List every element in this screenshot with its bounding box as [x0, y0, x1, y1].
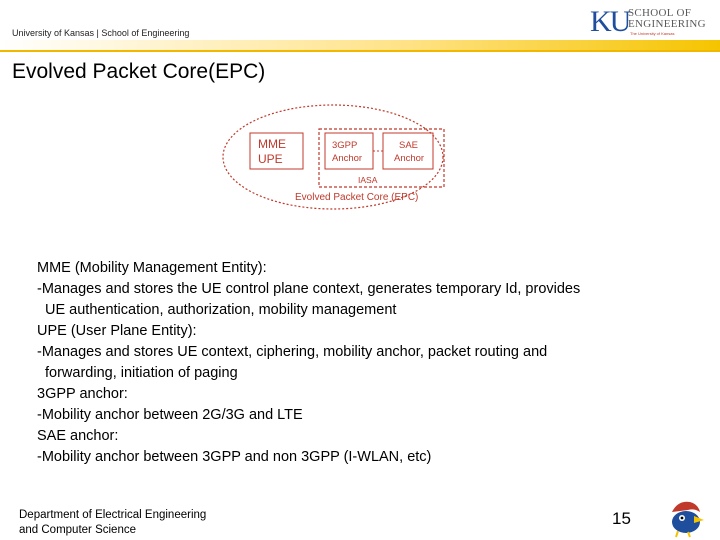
sae-anchor-line1: SAE: [399, 140, 419, 151]
footer-dept-line2: and Computer Science: [19, 524, 136, 536]
logo-text: [628, 8, 706, 30]
sae-anchor-line2: Anchor: [394, 153, 425, 164]
upe-heading: UPE (User Plane Entity):: [37, 323, 197, 339]
footer-dept-line1: Department of Electrical Engineering: [19, 509, 207, 521]
ku-engineering-logo: [590, 6, 710, 38]
header-gradient-bar: [0, 40, 720, 50]
logo-subtitle: The University of Kansas: [630, 31, 675, 36]
mme-label: MME: [258, 137, 286, 151]
slide-title: Evolved Packet Core(EPC): [12, 60, 266, 83]
ku-logo-mark: KU: [590, 5, 630, 38]
mme-description-cont: UE authentication, authorization, mobility management: [45, 302, 397, 318]
header-affiliation: University of Kansas | School of Engineering: [12, 28, 190, 38]
gpp-anchor-line1: 3GPP: [332, 140, 358, 151]
mme-heading: MME (Mobility Management Entity):: [37, 260, 267, 276]
mme-description: -Manages and stores the UE control plane context, generates temporary Id, provides: [37, 281, 581, 297]
epc-label: Evolved Packet Core (EPC): [295, 192, 419, 203]
gpp-anchor-heading: 3GPP anchor:: [37, 386, 128, 402]
footer-department: [19, 508, 206, 538]
page-number: 15: [612, 509, 631, 528]
header-divider: [0, 50, 720, 52]
slide-body: [37, 258, 677, 468]
gpp-anchor-description: -Mobility anchor between 2G/3G and LTE: [37, 407, 303, 423]
upe-description-cont: forwarding, initiation of paging: [45, 365, 238, 381]
upe-label: UPE: [258, 152, 283, 166]
logo-line-2: ENGINEERING: [628, 18, 706, 30]
upe-description: -Manages and stores UE context, ciphering, mobility anchor, packet routing and: [37, 344, 548, 360]
epc-diagram: [215, 95, 455, 215]
sae-anchor-description: -Mobility anchor between 3GPP and non 3GPP (I-WLAN, etc): [37, 449, 432, 465]
jayhawk-mascot-icon: [664, 498, 708, 538]
gpp-anchor-line2: Anchor: [332, 153, 363, 164]
iasa-label: IASA: [358, 175, 378, 185]
logo-line-1: SCHOOL OF: [628, 7, 692, 19]
sae-anchor-heading: SAE anchor:: [37, 428, 119, 444]
